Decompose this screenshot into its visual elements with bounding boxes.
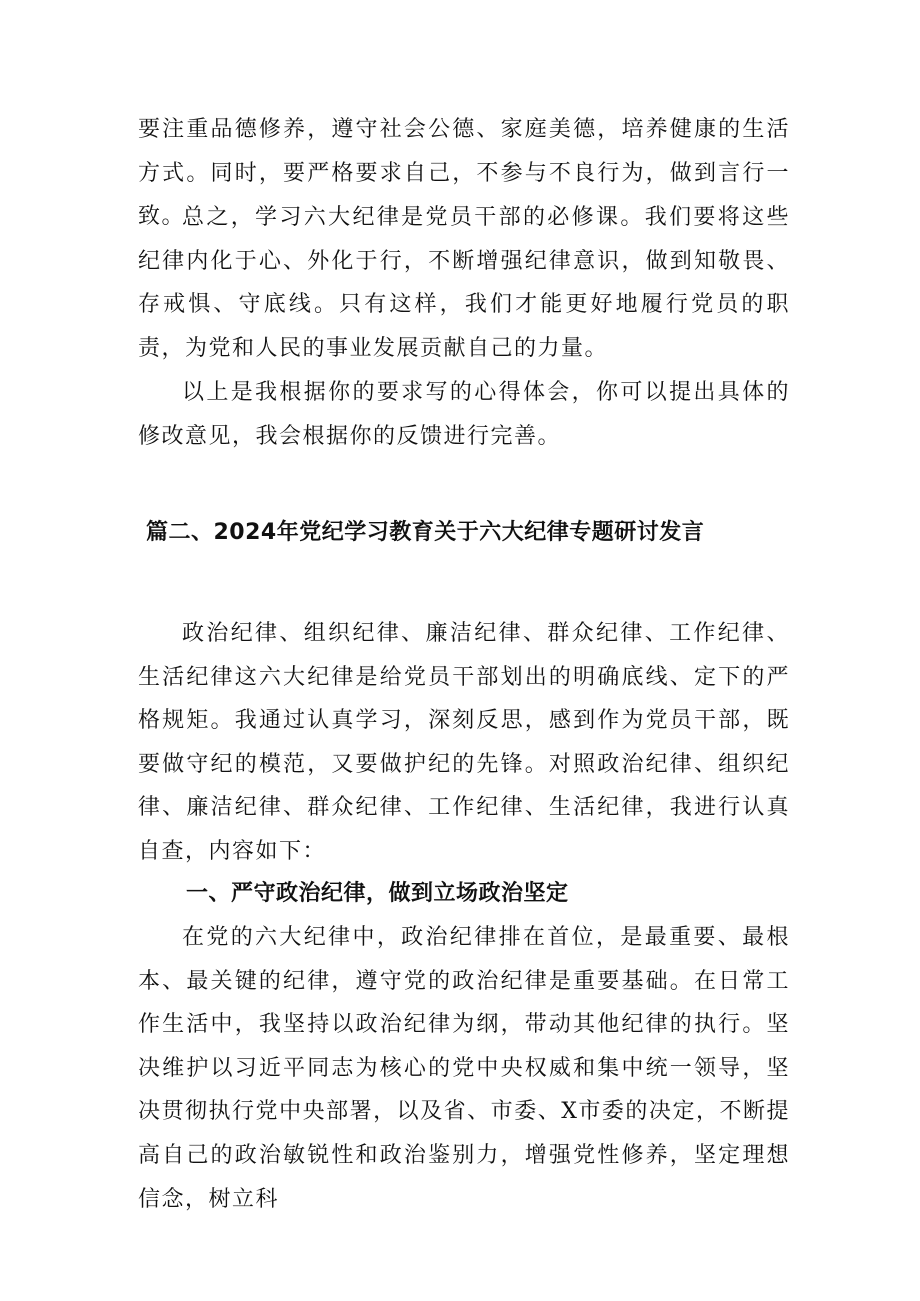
paragraph-intro: 政治纪律、组织纪律、廉洁纪律、群众纪律、工作纪律、生活纪律这六大纪律是给党员干部划出的明确底线、定下的严格规矩。我通过认真学习，深刻反思，感到作为党员干部，既要做守纪的模范，又要做护纪的先锋。对照政治纪律、组织纪律、廉洁纪律、群众纪律、工作纪律、生活纪律，我进行认真自查，内容如下： — [138, 621, 790, 864]
sub-heading-political-discipline: 一、严守政治纪律，做到立场政治坚定 — [186, 881, 569, 906]
section-title: 篇二、2024年党纪学习教育关于六大纪律专题研讨发言 — [146, 520, 705, 545]
paragraph-closing-note: 以上是我根据你的要求写的心得体会，你可以提出具体的修改意见，我会根据你的反馈进行完善。 — [138, 380, 790, 449]
paragraph-political-discipline: 在党的六大纪律中，政治纪律排在首位，是最重要、最根本、最关键的纪律，遵守党的政治纪律是重要基础。在日常工作生活中，我坚持以政治纪律为纲，带动其他纪律的执行。坚决维护以习近平同志为核心的党中央权威和集中统一领导，坚决贯彻执行党中央部署，以及省、市委、X市委的决定，不断提高自己的政治敏锐性和政治鉴别力，增强党性修养，坚定理想信念，树立科 — [138, 925, 790, 1212]
paragraph-continued: 要注重品德修养，遵守社会公德、家庭美德，培养健康的生活方式。同时，要严格要求自己，不参与不良行为，做到言行一致。 — [138, 117, 790, 230]
paragraph-summary: 总之，学习六大纪律是党员干部的必修课。我们要将这些纪律内化于心、外化于行，不断增强纪律意识，做到知敬畏、存戒惧、守底线。只有这样，我们才能更好地履行党员的职责，为党和人民的事业发展贡献自己的力量。 — [138, 205, 790, 361]
